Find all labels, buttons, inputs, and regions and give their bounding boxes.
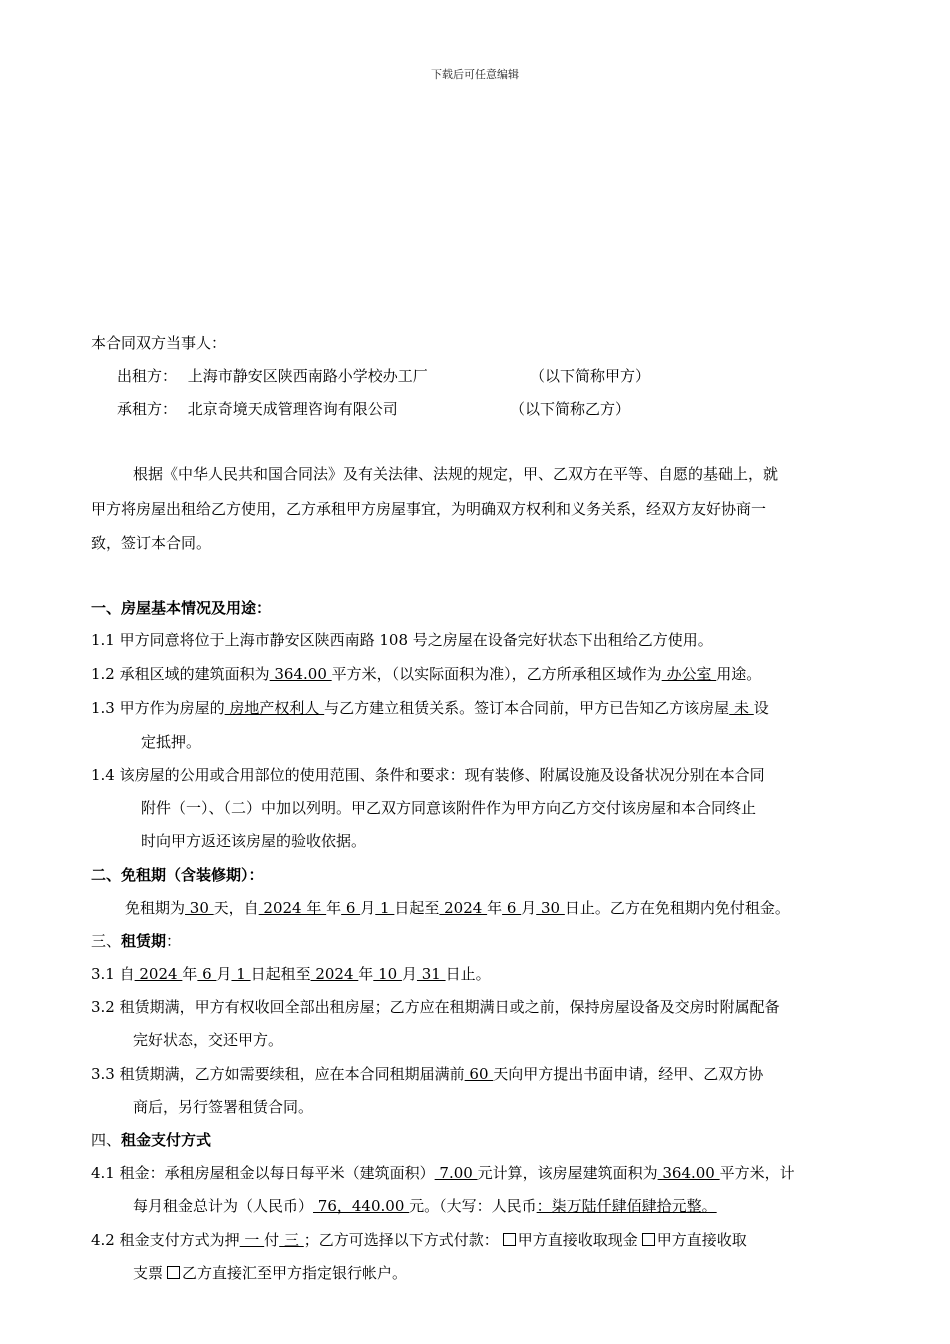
clause-text: ；乙方可选择以下方式付款： [303, 1231, 499, 1249]
clause-text: 日止。乙方在免租期内免付租金。 [564, 899, 790, 917]
header-note: 下载后可任意编辑 [431, 68, 519, 81]
clause-text: 月 [521, 899, 537, 917]
lessor-alias: （以下简称甲方） [530, 367, 651, 385]
lease-start-day: 1 [231, 965, 251, 983]
clause-text: 设 [753, 699, 769, 717]
clause-1-4-line-3: 时向甲方返还该房屋的验收依据。 [141, 832, 367, 850]
deposit-months: 一 [239, 1231, 265, 1249]
option-bank-transfer-label: 乙方直接汇至甲方指定银行帐户。 [182, 1264, 408, 1282]
preamble-line-1: 根据《中华人民共和国合同法》及有关法律、法规的规定，甲、乙双方在平等、自愿的基础上，就 [133, 465, 779, 483]
clause-4-1 [91, 1163, 795, 1183]
section-colon: ： [166, 932, 182, 950]
lessor-line [117, 366, 428, 386]
clause-text: 每月租金总计为（人民币） [133, 1197, 314, 1215]
clause-3-3-line-2: 商后，另行签署租赁合同。 [133, 1098, 314, 1116]
clause-3-3 [91, 1064, 763, 1084]
section-number: 三、 [91, 932, 122, 950]
lessee-label: 承租方： [117, 400, 178, 418]
parties-intro: 本合同双方当事人： [91, 334, 227, 352]
clause-text: 天，自 [213, 899, 259, 917]
use-value: 办公室 [661, 665, 717, 683]
clause-text: 月 [401, 965, 417, 983]
checkbox-cash[interactable] [503, 1233, 516, 1246]
clause-1-4-line-2: 附件（一）、（二）中加以列明。甲乙双方同意该附件作为甲方向乙方交付该房屋和本合同终止 [141, 799, 757, 817]
preamble-line-3: 致，签订本合同。 [91, 534, 212, 552]
clause-3-2-line-1: 3.2 租赁期满，甲方有权收回全部出租房屋；乙方应在租期满日或之前，保持房屋设备及交房时附属配备 [91, 998, 780, 1016]
section-1-title: 一、房屋基本情况及用途： [91, 599, 272, 617]
renewal-notice-days: 60 [464, 1065, 494, 1083]
owner-role-value: 房地产权利人 [224, 699, 325, 717]
clause-text: 平方米，（以实际面积为准），乙方所承租区域作为 [331, 665, 662, 683]
option-cheque-label: 甲方直接收取 [656, 1231, 747, 1249]
clause-text: 付 [264, 1231, 280, 1249]
section-4-title [91, 1130, 211, 1150]
clause-3-2-line-2: 完好状态，交还甲方。 [133, 1031, 284, 1049]
clause-text: 日止。 [445, 965, 491, 983]
start-year: 2024 年 [258, 899, 327, 917]
clause-text: 元。（大写：人民币 [409, 1197, 537, 1215]
clause-text: 元计算，该房屋建筑面积为 [477, 1164, 658, 1182]
clause-text: 年 [358, 965, 374, 983]
section-number: 四、 [91, 1131, 122, 1149]
checkbox-bank-transfer[interactable] [167, 1266, 180, 1279]
clause-text: 免租期为 [125, 899, 186, 917]
clause-text: 天向甲方提出书面申请，经甲、乙双方协 [493, 1065, 764, 1083]
daily-rate-value: 7.00 [434, 1164, 478, 1182]
end-year: 2024 [439, 899, 488, 917]
lease-end-day: 31 [416, 965, 446, 983]
clause-1-2 [91, 664, 761, 684]
lease-end-month: 10 [373, 965, 402, 983]
clause-1-4-line-1: 1.4 该房屋的公用或合用部位的使用范围、条件和要求：现有装修、附属设施及设备状况分别在本合同 [91, 766, 765, 784]
clause-1-1: 1.1 甲方同意将位于上海市静安区陕西南路 108 号之房屋在设备完好状态下出租给乙方使用。 [91, 631, 713, 649]
clause-text: 3.3 租赁期满，乙方如需要续租，应在本合同租期届满前 [91, 1065, 465, 1083]
section-heading: 租金支付方式 [121, 1131, 212, 1149]
lessee-alias: （以下简称乙方） [510, 400, 631, 418]
clause-text: 3.1 自 [91, 965, 135, 983]
lessee-name: 北京奇境天成管理咨询有限公司 [187, 400, 398, 418]
clause-4-2 [91, 1230, 747, 1250]
lessee-line [117, 399, 398, 419]
section-3-title [91, 931, 181, 951]
lease-end-year: 2024 [310, 965, 359, 983]
preamble-line-2: 甲方将房屋出租给乙方使用，乙方承租甲方房屋事宜，为明确双方权利和义务关系，经双方友好协商一 [91, 500, 767, 518]
monthly-rent-in-words: ：柒万陆仟肆佰肆拾元整。 [536, 1197, 717, 1215]
end-day: 30 [536, 899, 565, 917]
section-2-title: 二、免租期（含装修期）： [91, 866, 264, 884]
section-heading: 租赁期 [121, 932, 167, 950]
rent-free-period-line [125, 898, 790, 918]
clause-text: 日起至 [394, 899, 440, 917]
lease-start-year: 2024 [134, 965, 183, 983]
clause-3-1 [91, 964, 491, 984]
clause-text: 4.2 租金支付方式为押 [91, 1231, 240, 1249]
lessor-name: 上海市静安区陕西南路小学校办工厂 [187, 367, 428, 385]
clause-text: 与乙方建立租赁关系。签订本合同前，甲方已告知乙方该房屋 [324, 699, 730, 717]
clause-text: 4.1 租金：承租房屋租金以每日每平米（建筑面积） [91, 1164, 435, 1182]
clause-text: 月 [216, 965, 232, 983]
end-month: 6 [502, 899, 522, 917]
mortgage-status-value: 未 [729, 699, 754, 717]
checkbox-cheque[interactable] [642, 1233, 655, 1246]
clause-text: 平方米，计 [719, 1164, 795, 1182]
option-cheque-label-cont: 支票 [133, 1264, 164, 1282]
monthly-rent-amount: 76，440.00 [313, 1197, 410, 1215]
building-area-value: 364.00 [657, 1164, 720, 1182]
clause-4-2-line-2 [133, 1263, 407, 1283]
option-cash-label: 甲方直接收取现金 [517, 1231, 638, 1249]
lease-start-month: 6 [197, 965, 217, 983]
clause-text: 日起租至 [250, 965, 311, 983]
rent-free-days: 30 [185, 899, 214, 917]
clause-text: 用途。 [716, 665, 762, 683]
clause-1-3 [91, 698, 769, 718]
clause-text: 1.2 承租区域的建筑面积为 [91, 665, 270, 683]
pay-months: 三 [279, 1231, 304, 1249]
clause-text: 年 [326, 899, 342, 917]
start-day: 1 [375, 899, 395, 917]
area-value: 364.00 [269, 665, 332, 683]
clause-text: 1.3 甲方作为房屋的 [91, 699, 225, 717]
start-month: 6 [341, 899, 361, 917]
clause-text: 年 [487, 899, 503, 917]
clause-text: 月 [360, 899, 376, 917]
clause-1-3-cont: 定抵押。 [141, 733, 202, 751]
clause-4-1-line-2 [133, 1196, 717, 1216]
lessor-label: 出租方： [117, 367, 178, 385]
clause-text: 年 [182, 965, 198, 983]
